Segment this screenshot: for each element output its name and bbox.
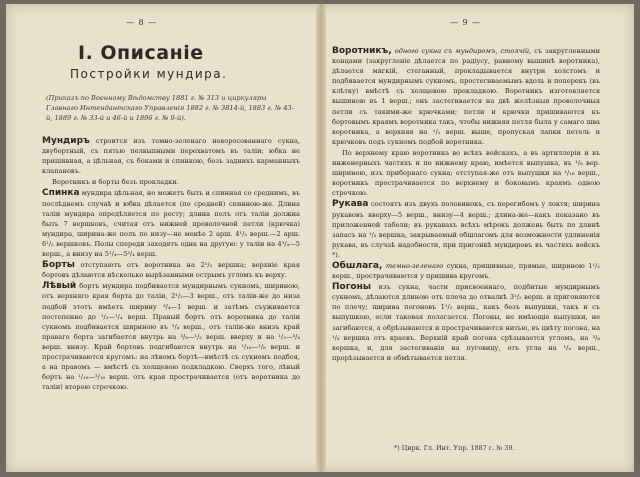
paragraph-lead-italic: темно-зеленаго <box>382 261 444 270</box>
paragraph <box>42 136 300 176</box>
paragraph <box>332 199 600 260</box>
paragraph <box>42 177 300 187</box>
paragraph-lead: Спинка <box>42 188 80 199</box>
paragraph-text: отступаютъ отъ воротника на 2¹/₂ вершка; верхніе края бортовъ дѣлаются нѣсколько вырѣзанными острымъ угломъ къ верху. <box>42 261 300 280</box>
section-title: I. Описаніе <box>78 42 204 64</box>
right-page <box>324 4 634 472</box>
paragraph-text: бортъ мундира подбивается мундирнымъ сукномъ, шириною, отъ верхняго края борта до таліи, 2¹/₂—3 верш., отъ таліи-же до низа подбой этотъ имѣетъ ширину ³/₄—1 верш. и затѣмъ съуживается постепенно до ¹/₂—¹/₄ верш. Правый бортъ отъ воротника до таліи сукномъ подбивается шириною въ ³/₄ верш., отъ таліи-же внизъ край праваго борта загибается внутрь на ³/₈—¹/₂ верш. вверху и на ¹/₂—³/₄ верш. внизу. Край бортовъ подгибаются внутрь на ¹/₁₆—¹/₈ верш. и прострачиваются кругомъ: на лѣвомъ бортѣ—вмѣстѣ съ сукномъ подбоя, а на правомъ — вмѣстѣ съ холщевою подкладкою. Сверхъ того, лѣвый бортъ на ¹/₁₆—³/₁₆ верш. отъ края прострачивается (отъ воротника до таліи) второю строчкою. <box>42 282 300 392</box>
paragraph-lead-italic: одного сукна съ мундиромъ, стоячій, <box>391 47 532 55</box>
paragraph-text: изъ сукна, части присвоеннаго, подбитые мундирнымъ сукномъ, дѣлаются длиною отъ плеча до отвалкѣ 3¹/₂ верш. и пригоняются по плечу; ширина погоновъ 1¹/₂ верш., какъ безъ выпушки, такъ и съ выпушкою, если таковая полагается. Погоны, не имѣющіе выпушки, не загибаются, а обрѣзываются и прострачиваются нитью, въ цвѣту погона, на ¹/₈ вершка отъ краевъ. Верхній край погона срѣзывается угломъ, на ³/₈ вершка, и, для застегиванія на пуговицу, отъ угла на ¹/₄ верш., прорѣзывается и обмѣтывается петля. <box>332 283 600 362</box>
paragraph-lead: Лѣвый <box>42 281 77 292</box>
paragraph-text: сукна, пришивные, прямые, шириною 1¹/₂ верш., прострачиваются у пришива кругомъ. <box>332 261 600 281</box>
paragraph-lead: Рукава <box>332 199 369 210</box>
paragraph-text: строится изъ темно-зеленаго невороcованнаго сукна, двубортный, съ пятью пелвыпными перехватомъ въ таліи; юбка не пришивная, а цѣльная, съ боками и спинкою, безъ заднихъ карманныхъ клапановъ. <box>42 137 300 176</box>
paragraph <box>42 260 300 280</box>
left-body <box>42 136 300 393</box>
paragraph-text: состоятъ изъ двухъ половинокъ, съ перегибомъ у локтя; ширина рукавовъ вверху—5 верш., внизу—4 верш.; длина-же—какъ показано въ приложенной табели; въ рукавахъ всѣхъ мѣрокъ должень быть по длинѣ запасъ на ¹/₂ вершка, закрываемый обшлагомъ для возможности удлиненія рукава, въ случаѣ надобности, при пригонкѣ мундировъ въ частяхъ войскъ *). <box>332 200 600 259</box>
right-body <box>332 46 600 364</box>
left-page <box>6 4 318 472</box>
footnote: *) Цирк. Гл. Инт. Упр. 1887 г. № 39. <box>394 444 515 452</box>
paragraph-lead: Борты <box>42 260 75 271</box>
paragraph <box>332 148 600 198</box>
paragraph <box>332 282 600 363</box>
paragraph <box>42 281 300 392</box>
page-number-right: — 9 — <box>450 18 482 27</box>
paragraph <box>42 188 300 259</box>
paragraph-text: мундира цѣльная, но можетъ быть и спинная со среднимъ, въ послѣднемъ случаѣ и юбка дѣлается (по средней) спинною-же. Длина таліи мундира опредѣляется по росту; длина полъ отъ таліи должна быть 7 вершковъ, считая отъ нижней проволочной петли (крючка) мундира, ширина-же полъ по низу—не менѣе 2 арш. 4¹/₂ верш.—2 арш. 6¹/₂ вершковъ. Полы спереди заходятъ одна на другую: у таліи на 4³/₄—5 верш., а внизу на 5¹/₄—5³/₄ верш. <box>42 189 300 259</box>
section-subtitle: Постройки мундира. <box>70 67 228 81</box>
paragraph-lead: Обшлага, <box>332 260 383 271</box>
paragraph <box>332 261 600 281</box>
paragraph-lead: Воротникъ, <box>332 46 392 56</box>
paragraph-text: Воротникъ и борты безъ прокладки. <box>52 178 179 187</box>
page-number-left: — 8 — <box>126 18 158 27</box>
book-spread <box>6 4 634 472</box>
order-reference: (Приказъ по Военному Вѣдомству 1881 г. № 313 и циркуляры Главнаго Интендантскаго Управленія 1882 г. № 3814-й, 1883 г. № 43-й, 1889 г. № 33-й и 46-й и 1896 г. № 9-й). <box>46 94 294 122</box>
paragraph-text: По верхнему краю воротника во всѣхъ войскахъ, а въ артиллеріи и въ инженерныхъ частяхъ и по нижнему краю, имѣется выпушка, въ ¹/₈ вер. шириною, изъ приборнаго сукна; отступая-же отъ выпушки на ¹/₁₆ верш., воротникъ прострачивается по верхнему и боковымъ краямъ одною строчкою. <box>332 148 600 198</box>
paragraph <box>332 46 600 147</box>
paragraph-lead: Мундиръ <box>42 136 90 146</box>
paragraph-text: съ закругленными концами (закругленіе дѣлается по радіусу, равному вышинѣ воротника), дѣлается мягкій, стеганный, прокладывается внутри холстомъ и подбивается мундирнымъ сукномъ, простегиваемымъ вдоль и поперекъ (въ клѣтку) вмѣстѣ съ холщевою прокладкою. Воротникъ изготовляется вышиною въ 1 верш.; онъ застегивается на двѣ желѣзныя проволочныя петли съ такими-же крючками; петли и крючки пришиваются къ бортовымъ краямъ воротника такъ, чтобы нижняя петля была у самаго шва воротника, а верхняя на ¹/₂ верш. выше, пропуская лапки петель и крючковъ подъ сукномъ подбой воротника. <box>332 47 601 146</box>
paragraph-lead: Погоны <box>332 282 371 293</box>
